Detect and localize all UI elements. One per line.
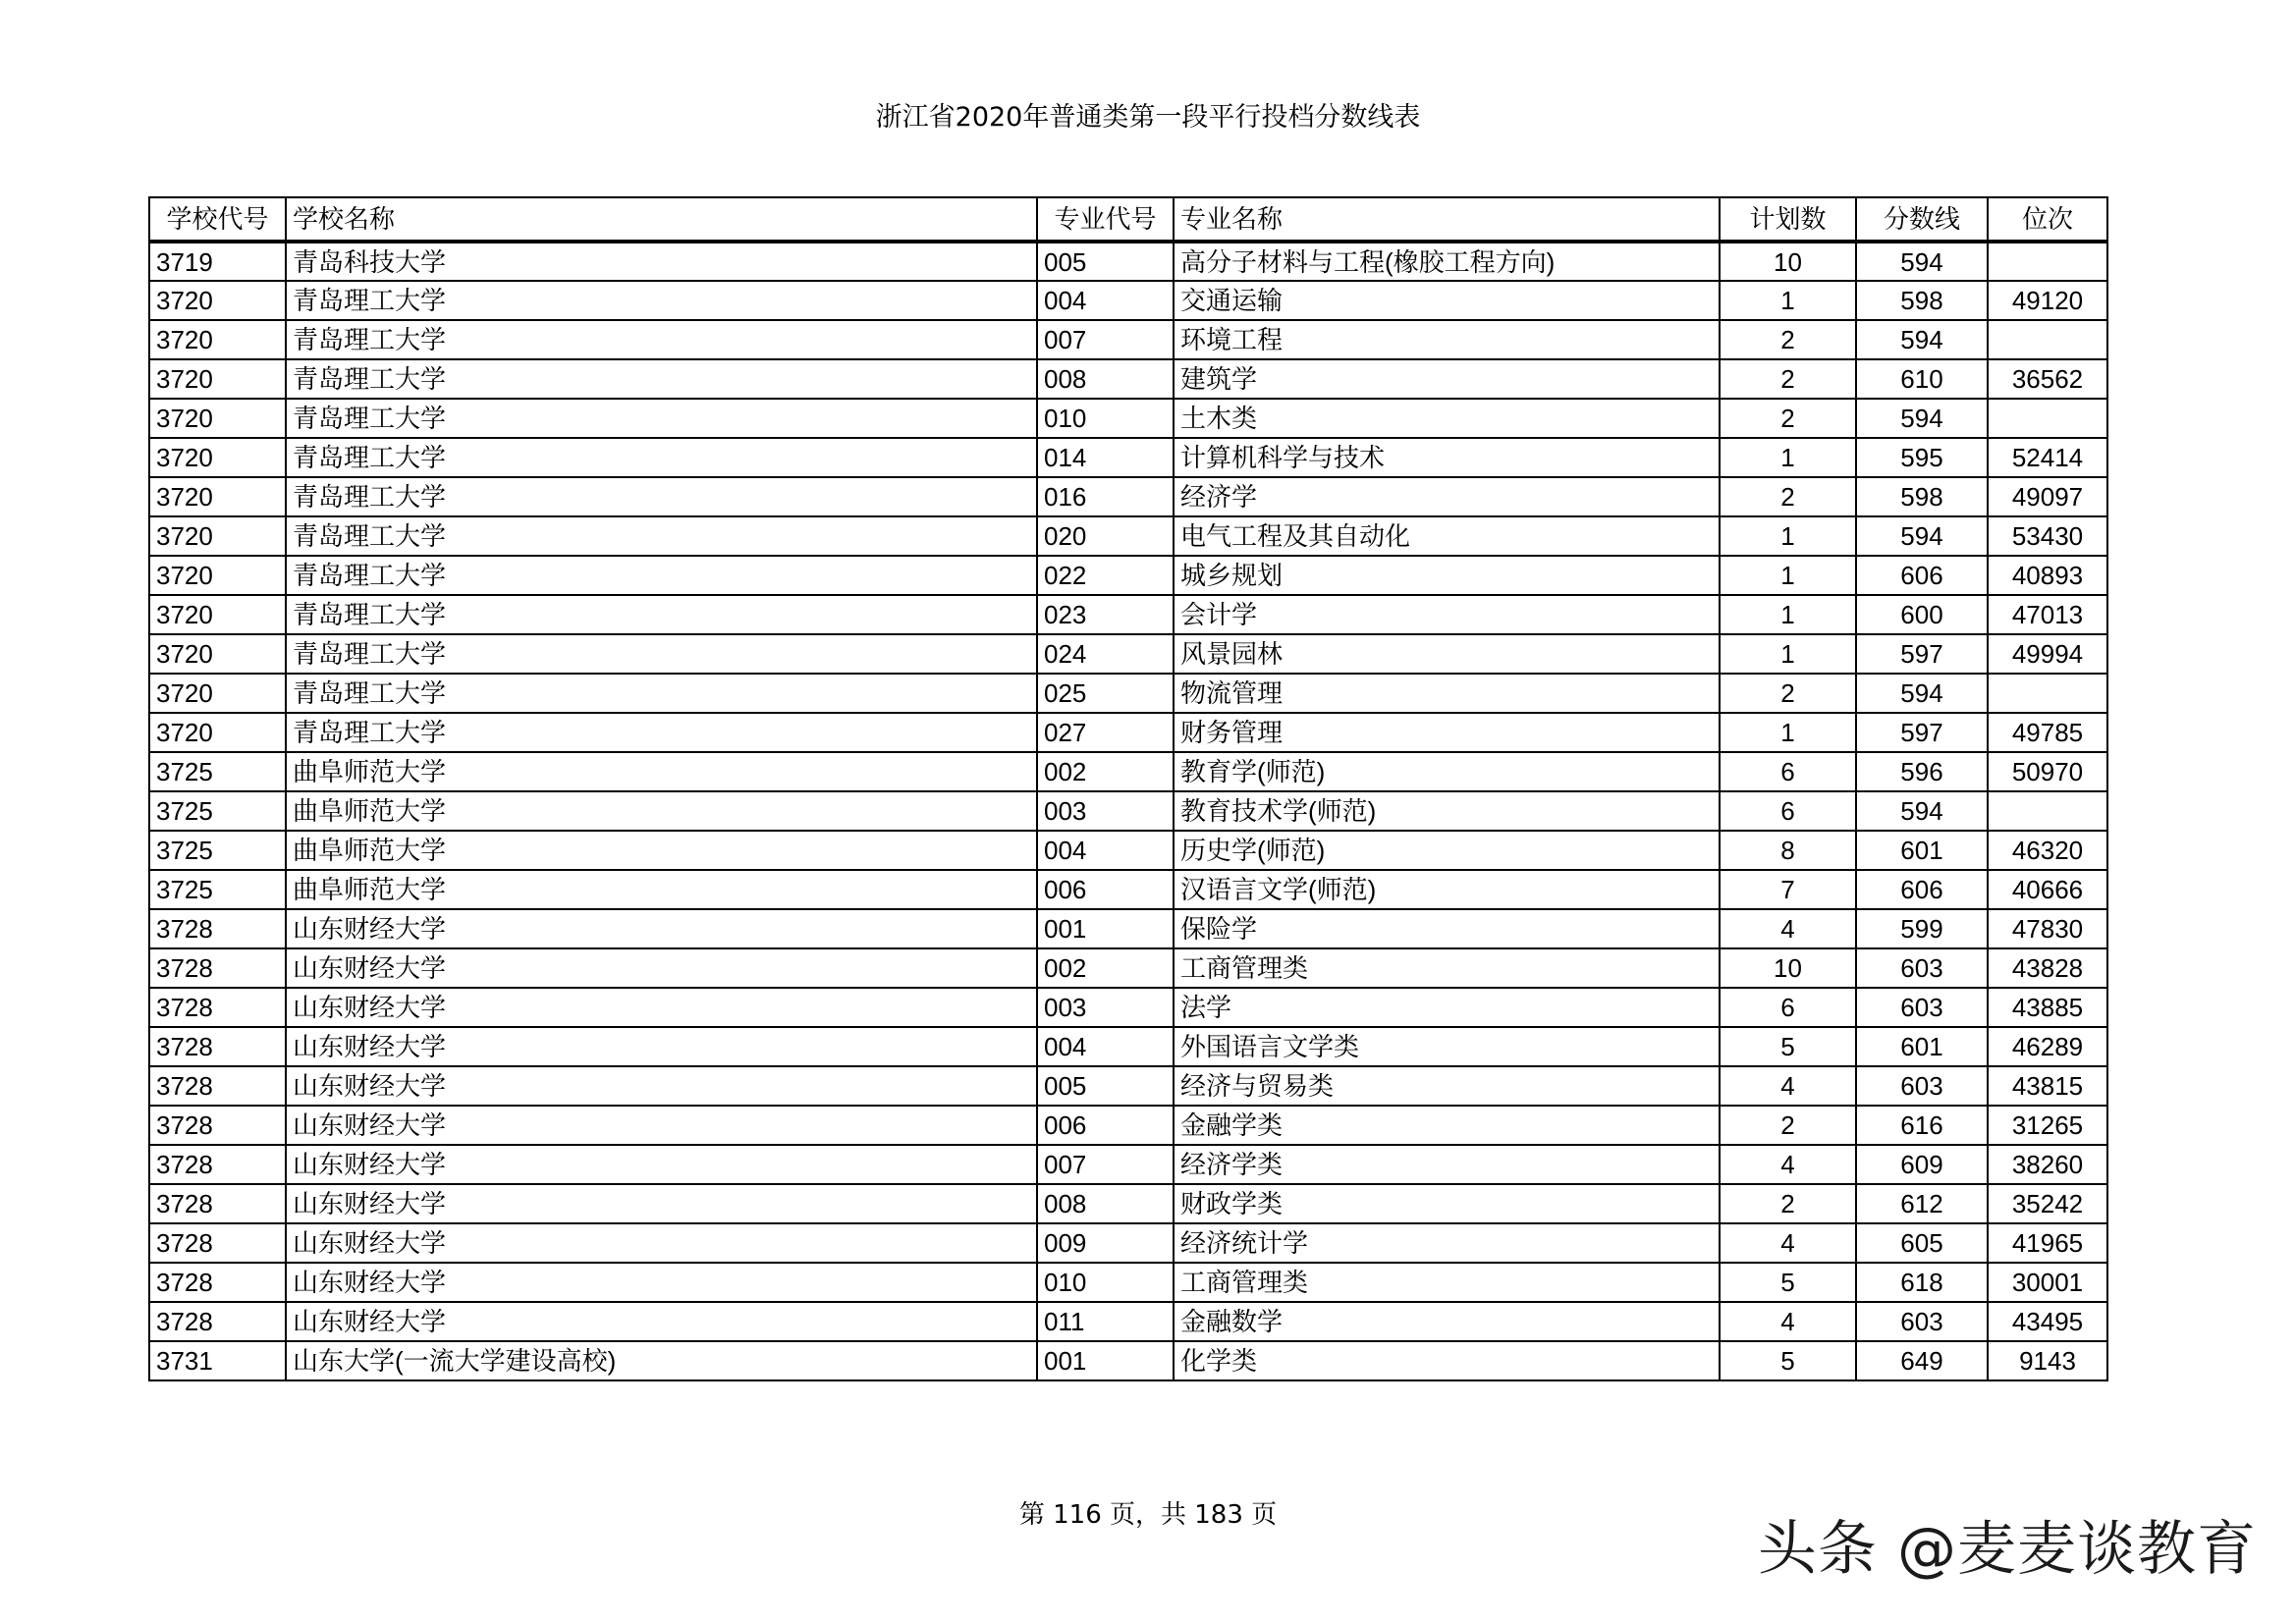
cell-major-code: 008 [1037,1184,1174,1223]
cell-school-name: 青岛理工大学 [286,281,1037,320]
cell-school-code: 3728 [149,1223,286,1263]
cell-school-code: 3728 [149,988,286,1027]
cell-rank: 35242 [1988,1184,2107,1223]
cell-plan-count: 5 [1720,1341,1856,1380]
cell-plan-count: 6 [1720,752,1856,791]
table-row [149,752,2107,791]
cell-plan-count: 8 [1720,831,1856,870]
cell-major-name: 化学类 [1174,1341,1720,1380]
cell-school-code: 3725 [149,831,286,870]
cell-major-name: 汉语言文学(师范) [1174,870,1720,909]
cell-rank [1988,791,2107,831]
cell-major-code: 022 [1037,556,1174,595]
table-row [149,1145,2107,1184]
cell-score-line: 618 [1856,1263,1988,1302]
cell-rank: 52414 [1988,438,2107,477]
cell-score-line: 601 [1856,831,1988,870]
cell-major-name: 经济学 [1174,477,1720,516]
header-school-name: 学校名称 [286,197,1037,242]
cell-school-code: 3728 [149,948,286,988]
cell-major-name: 保险学 [1174,909,1720,948]
table-row [149,1263,2107,1302]
cell-school-name: 青岛理工大学 [286,556,1037,595]
table-row [149,870,2107,909]
score-table [148,196,2108,1381]
cell-school-code: 3728 [149,1066,286,1106]
cell-major-code: 002 [1037,752,1174,791]
cell-rank: 43828 [1988,948,2107,988]
cell-major-code: 010 [1037,1263,1174,1302]
cell-major-code: 005 [1037,1066,1174,1106]
cell-major-name: 外国语言文学类 [1174,1027,1720,1066]
document-title: 浙江省2020年普通类第一段平行投档分数线表 [875,102,1421,133]
table-row [149,242,2107,281]
cell-score-line: 594 [1856,791,1988,831]
page-number: 第 116 页，共 183 页 [1018,1500,1278,1530]
table-row [149,1184,2107,1223]
cell-school-name: 山东财经大学 [286,1027,1037,1066]
table-row [149,438,2107,477]
cell-school-code: 3720 [149,595,286,634]
header-major-name: 专业名称 [1174,197,1720,242]
cell-school-code: 3728 [149,1106,286,1145]
cell-major-code: 027 [1037,713,1174,752]
cell-school-code: 3720 [149,438,286,477]
cell-plan-count: 2 [1720,1106,1856,1145]
cell-rank [1988,399,2107,438]
table-row [149,556,2107,595]
cell-score-line: 616 [1856,1106,1988,1145]
cell-school-name: 山东财经大学 [286,1066,1037,1106]
cell-plan-count: 1 [1720,713,1856,752]
cell-plan-count: 2 [1720,1184,1856,1223]
cell-plan-count: 1 [1720,595,1856,634]
cell-score-line: 598 [1856,477,1988,516]
table-row [149,516,2107,556]
cell-score-line: 603 [1856,948,1988,988]
cell-school-code: 3728 [149,909,286,948]
cell-school-name: 青岛理工大学 [286,516,1037,556]
table-row [149,320,2107,359]
cell-school-code: 3725 [149,752,286,791]
cell-school-code: 3720 [149,634,286,674]
cell-score-line: 594 [1856,320,1988,359]
cell-plan-count: 1 [1720,634,1856,674]
cell-major-name: 电气工程及其自动化 [1174,516,1720,556]
cell-school-name: 青岛科技大学 [286,242,1037,281]
cell-plan-count: 2 [1720,477,1856,516]
table-row [149,1341,2107,1380]
cell-major-name: 土木类 [1174,399,1720,438]
cell-major-name: 风景园林 [1174,634,1720,674]
cell-score-line: 612 [1856,1184,1988,1223]
cell-major-code: 024 [1037,634,1174,674]
cell-rank: 31265 [1988,1106,2107,1145]
cell-school-name: 曲阜师范大学 [286,791,1037,831]
cell-major-code: 007 [1037,320,1174,359]
table-row [149,948,2107,988]
cell-rank: 43885 [1988,988,2107,1027]
cell-school-name: 青岛理工大学 [286,399,1037,438]
cell-major-name: 教育技术学(师范) [1174,791,1720,831]
cell-major-code: 010 [1037,399,1174,438]
cell-school-code: 3720 [149,399,286,438]
table-row [149,909,2107,948]
cell-plan-count: 7 [1720,870,1856,909]
cell-score-line: 606 [1856,556,1988,595]
cell-rank: 50970 [1988,752,2107,791]
table-row [149,477,2107,516]
cell-major-code: 014 [1037,438,1174,477]
cell-school-name: 山东财经大学 [286,1302,1037,1341]
cell-major-code: 001 [1037,1341,1174,1380]
cell-school-name: 山东大学(一流大学建设高校) [286,1341,1037,1380]
header-score-line: 分数线 [1856,197,1988,242]
cell-plan-count: 2 [1720,674,1856,713]
cell-school-code: 3728 [149,1302,286,1341]
table-header-row [149,197,2107,242]
cell-school-code: 3728 [149,1184,286,1223]
cell-major-name: 法学 [1174,988,1720,1027]
cell-rank [1988,242,2107,281]
table-row [149,595,2107,634]
header-school-code: 学校代号 [149,197,286,242]
cell-major-code: 004 [1037,1027,1174,1066]
table-body [149,242,2107,1380]
cell-school-name: 山东财经大学 [286,1263,1037,1302]
cell-major-name: 物流管理 [1174,674,1720,713]
cell-score-line: 605 [1856,1223,1988,1263]
cell-plan-count: 6 [1720,791,1856,831]
cell-school-code: 3728 [149,1027,286,1066]
cell-plan-count: 2 [1720,399,1856,438]
cell-school-name: 山东财经大学 [286,988,1037,1027]
cell-plan-count: 5 [1720,1027,1856,1066]
cell-rank [1988,320,2107,359]
cell-major-name: 高分子材料与工程(橡胶工程方向) [1174,242,1720,281]
cell-plan-count: 4 [1720,1302,1856,1341]
header-plan-count: 计划数 [1720,197,1856,242]
cell-school-name: 山东财经大学 [286,948,1037,988]
cell-school-code: 3720 [149,674,286,713]
cell-score-line: 606 [1856,870,1988,909]
cell-plan-count: 4 [1720,1145,1856,1184]
cell-rank: 49785 [1988,713,2107,752]
cell-score-line: 599 [1856,909,1988,948]
cell-school-code: 3728 [149,1145,286,1184]
cell-school-code: 3720 [149,713,286,752]
table-row [149,399,2107,438]
cell-rank: 46320 [1988,831,2107,870]
table-row [149,1302,2107,1341]
cell-plan-count: 10 [1720,948,1856,988]
cell-school-name: 青岛理工大学 [286,359,1037,399]
cell-school-name: 山东财经大学 [286,1184,1037,1223]
header-rank: 位次 [1988,197,2107,242]
cell-school-name: 曲阜师范大学 [286,752,1037,791]
table-row [149,281,2107,320]
cell-rank: 36562 [1988,359,2107,399]
cell-plan-count: 4 [1720,1066,1856,1106]
cell-rank: 46289 [1988,1027,2107,1066]
cell-school-name: 山东财经大学 [286,909,1037,948]
cell-school-name: 青岛理工大学 [286,438,1037,477]
cell-rank: 49120 [1988,281,2107,320]
cell-score-line: 594 [1856,242,1988,281]
cell-major-code: 001 [1037,909,1174,948]
cell-major-code: 007 [1037,1145,1174,1184]
table-row [149,1027,2107,1066]
cell-major-name: 经济学类 [1174,1145,1720,1184]
table-row [149,831,2107,870]
cell-school-code: 3720 [149,516,286,556]
cell-plan-count: 6 [1720,988,1856,1027]
cell-score-line: 598 [1856,281,1988,320]
cell-score-line: 594 [1856,674,1988,713]
cell-school-code: 3728 [149,1263,286,1302]
cell-school-name: 青岛理工大学 [286,595,1037,634]
cell-plan-count: 2 [1720,359,1856,399]
cell-major-name: 环境工程 [1174,320,1720,359]
cell-school-name: 青岛理工大学 [286,477,1037,516]
cell-score-line: 610 [1856,359,1988,399]
cell-major-code: 025 [1037,674,1174,713]
cell-score-line: 595 [1856,438,1988,477]
cell-school-code: 3719 [149,242,286,281]
cell-score-line: 603 [1856,1066,1988,1106]
table-row [149,1066,2107,1106]
cell-major-name: 教育学(师范) [1174,752,1720,791]
table-row [149,634,2107,674]
table-row [149,791,2107,831]
cell-school-code: 3725 [149,870,286,909]
cell-school-name: 青岛理工大学 [286,320,1037,359]
cell-score-line: 594 [1856,399,1988,438]
cell-major-code: 005 [1037,242,1174,281]
cell-school-code: 3720 [149,477,286,516]
cell-score-line: 597 [1856,634,1988,674]
cell-school-name: 曲阜师范大学 [286,831,1037,870]
cell-plan-count: 10 [1720,242,1856,281]
cell-major-name: 财务管理 [1174,713,1720,752]
cell-major-code: 006 [1037,1106,1174,1145]
cell-school-name: 山东财经大学 [286,1223,1037,1263]
cell-school-code: 3720 [149,556,286,595]
cell-rank: 47830 [1988,909,2107,948]
cell-major-name: 工商管理类 [1174,1263,1720,1302]
cell-rank: 41965 [1988,1223,2107,1263]
cell-score-line: 609 [1856,1145,1988,1184]
cell-school-name: 青岛理工大学 [286,713,1037,752]
cell-major-name: 历史学(师范) [1174,831,1720,870]
header-major-code: 专业代号 [1037,197,1174,242]
cell-plan-count: 4 [1720,909,1856,948]
cell-score-line: 603 [1856,988,1988,1027]
cell-rank: 47013 [1988,595,2107,634]
cell-school-name: 山东财经大学 [286,1145,1037,1184]
cell-major-name: 财政学类 [1174,1184,1720,1223]
cell-score-line: 594 [1856,516,1988,556]
table-row [149,359,2107,399]
cell-school-code: 3720 [149,281,286,320]
cell-major-code: 020 [1037,516,1174,556]
cell-rank: 38260 [1988,1145,2107,1184]
cell-rank: 49994 [1988,634,2107,674]
cell-school-name: 山东财经大学 [286,1106,1037,1145]
cell-score-line: 601 [1856,1027,1988,1066]
cell-plan-count: 1 [1720,516,1856,556]
cell-major-name: 会计学 [1174,595,1720,634]
cell-rank: 30001 [1988,1263,2107,1302]
cell-major-code: 011 [1037,1302,1174,1341]
cell-major-code: 006 [1037,870,1174,909]
cell-major-name: 城乡规划 [1174,556,1720,595]
cell-school-name: 曲阜师范大学 [286,870,1037,909]
cell-plan-count: 1 [1720,281,1856,320]
cell-plan-count: 1 [1720,438,1856,477]
table-row [149,713,2107,752]
cell-plan-count: 2 [1720,320,1856,359]
cell-major-name: 建筑学 [1174,359,1720,399]
cell-score-line: 596 [1856,752,1988,791]
cell-major-code: 003 [1037,791,1174,831]
cell-rank: 40893 [1988,556,2107,595]
cell-major-code: 004 [1037,281,1174,320]
cell-major-name: 金融学类 [1174,1106,1720,1145]
cell-plan-count: 5 [1720,1263,1856,1302]
cell-score-line: 600 [1856,595,1988,634]
table-row [149,1223,2107,1263]
table-row [149,1106,2107,1145]
table-row [149,988,2107,1027]
cell-major-code: 009 [1037,1223,1174,1263]
cell-rank: 43815 [1988,1066,2107,1106]
cell-school-code: 3725 [149,791,286,831]
cell-score-line: 597 [1856,713,1988,752]
cell-plan-count: 1 [1720,556,1856,595]
cell-rank [1988,674,2107,713]
cell-rank: 43495 [1988,1302,2107,1341]
cell-school-code: 3720 [149,320,286,359]
cell-school-name: 青岛理工大学 [286,674,1037,713]
cell-rank: 53430 [1988,516,2107,556]
cell-major-name: 工商管理类 [1174,948,1720,988]
cell-plan-count: 4 [1720,1223,1856,1263]
cell-score-line: 649 [1856,1341,1988,1380]
cell-major-code: 003 [1037,988,1174,1027]
cell-rank: 9143 [1988,1341,2107,1380]
cell-major-name: 经济与贸易类 [1174,1066,1720,1106]
cell-major-name: 计算机科学与技术 [1174,438,1720,477]
cell-major-name: 经济统计学 [1174,1223,1720,1263]
cell-major-code: 008 [1037,359,1174,399]
cell-major-code: 004 [1037,831,1174,870]
watermark: 头条 @麦麦谈教育 [1757,1515,2257,1584]
cell-major-name: 交通运输 [1174,281,1720,320]
cell-school-name: 青岛理工大学 [286,634,1037,674]
cell-rank: 49097 [1988,477,2107,516]
cell-school-code: 3720 [149,359,286,399]
cell-major-name: 金融数学 [1174,1302,1720,1341]
cell-major-code: 002 [1037,948,1174,988]
cell-school-code: 3731 [149,1341,286,1380]
cell-major-code: 016 [1037,477,1174,516]
table-row [149,674,2107,713]
cell-major-code: 023 [1037,595,1174,634]
cell-score-line: 603 [1856,1302,1988,1341]
cell-rank: 40666 [1988,870,2107,909]
